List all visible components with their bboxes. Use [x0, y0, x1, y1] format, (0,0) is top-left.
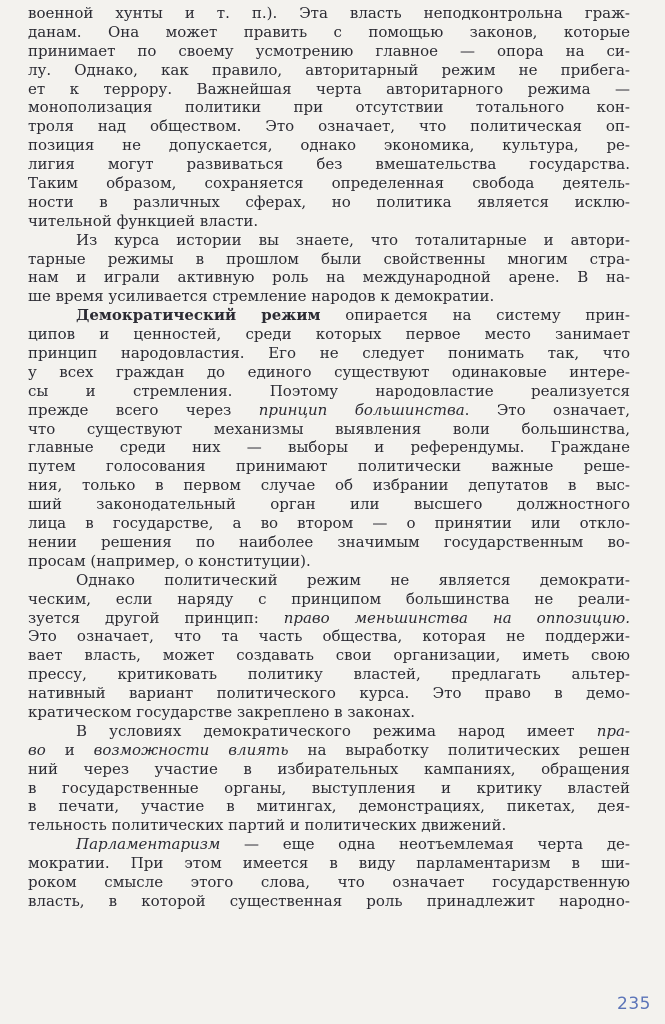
text-run: Это означает, что та часть общества, которая не поддержи-	[28, 627, 630, 646]
text-line	[28, 835, 630, 854]
text-run: позиция не допускается, однако экономика, культура, ре-	[28, 136, 630, 155]
text-line	[28, 590, 630, 609]
text-run: вает власть, может создавать свои организации, иметь свою	[28, 646, 630, 665]
text-run: принцип народовластия. Его не следует понимать так, что	[28, 344, 630, 363]
italic-term: во	[28, 740, 46, 759]
text-line	[28, 98, 630, 117]
text-line	[28, 722, 630, 741]
text-line	[28, 42, 630, 61]
text-run: прежде всего через	[28, 400, 259, 419]
text-run: просам (например, о конституции).	[28, 551, 311, 570]
text-run: путем голосования принимают политически важные реше-	[28, 457, 630, 476]
bold-term: Демократический режим	[76, 306, 321, 325]
text-line	[28, 476, 630, 495]
text-line	[28, 174, 630, 193]
text-line	[28, 401, 630, 420]
text-run: ший законодательный орган или высшего должностного	[28, 495, 630, 514]
text-run: В условиях демократического режима народ имеет	[76, 721, 597, 740]
text-line	[28, 741, 630, 760]
text-run: . Это означает,	[464, 400, 630, 419]
text-run: нении решения по наиболее значимым государственным во-	[28, 532, 630, 551]
text-run: лигия могут развиваться без вмешательства государства.	[28, 155, 630, 174]
text-run: на выработку политических решен	[288, 740, 630, 759]
text-line	[28, 80, 630, 99]
text-line	[28, 571, 630, 590]
text-line	[28, 854, 630, 873]
text-line	[28, 627, 630, 646]
text-line	[28, 363, 630, 382]
text-line	[28, 533, 630, 552]
text-run: лица в государстве, а во втором — о принятии или откло-	[28, 514, 630, 533]
text-line	[28, 552, 630, 571]
text-run: ния, только в первом случае об избрании депутатов в выс-	[28, 476, 630, 495]
text-run: — еще одна неотъемлемая черта де-	[220, 835, 630, 854]
text-line	[28, 665, 630, 684]
text-line	[28, 514, 630, 533]
text-run: данам. Она может править с помощью законов, которые	[28, 22, 630, 41]
text-line	[28, 684, 630, 703]
italic-term: возможности влиять	[93, 740, 289, 759]
text-line	[28, 325, 630, 344]
text-line	[28, 646, 630, 665]
text-line	[28, 250, 630, 269]
text-line	[28, 609, 630, 628]
text-line	[28, 306, 630, 325]
italic-term: Парламентаризм	[76, 835, 221, 854]
text-line	[28, 136, 630, 155]
text-run: ческим, если наряду с принципом большинства не реали-	[28, 589, 630, 608]
text-line	[28, 117, 630, 136]
text-line	[28, 287, 630, 306]
text-line	[28, 420, 630, 439]
text-run: что существуют механизмы выявления воли большинства,	[28, 419, 630, 438]
text-run: ности в различных сферах, но политика является исклю-	[28, 192, 630, 211]
text-run: власть, в которой существенная роль принадлежит народно-	[28, 891, 630, 910]
text-run: троля над обществом. Это означает, что политическая оп-	[28, 117, 630, 136]
text-line	[28, 495, 630, 514]
text-run: мократии. При этом имеется в виду парламентаризм в ши-	[28, 854, 630, 873]
text-line	[28, 873, 630, 892]
text-line	[28, 760, 630, 779]
text-run: нам и играли активную роль на международной арене. В на-	[28, 268, 630, 287]
text-run: прессу, критиковать политику властей, предлагать альтер-	[28, 665, 630, 684]
text-run: военной хунты и т. п.). Эта власть неподконтрольна граж-	[28, 4, 630, 22]
text-line	[28, 703, 630, 722]
text-line	[28, 438, 630, 457]
text-run: Таким образом, сохраняется определенная свобода деятель-	[28, 174, 630, 193]
text-run: тельность политических партий и политических движений.	[28, 816, 507, 835]
text-run: ше время усиливается стремление народов к демократии.	[28, 287, 495, 306]
text-run: опирается на систему прин-	[320, 306, 630, 325]
text-line	[28, 23, 630, 42]
text-run: главные среди них — выборы и референдумы. Граждане	[28, 438, 630, 457]
text-run: принимает по своему усмотрению главное — опора на си-	[28, 41, 630, 60]
text-line	[28, 212, 630, 231]
italic-term: принцип большинства	[258, 400, 465, 419]
text-line	[28, 797, 630, 816]
text-line	[28, 4, 630, 23]
text-run: нативный вариант политического курса. Это право в демо-	[28, 684, 630, 703]
text-run: кратическом государстве закреплено в законах.	[28, 702, 416, 721]
text-run: роком смысле этого слова, что означает государственную	[28, 872, 630, 891]
text-run: монополизация политики при отсутствии тотального кон-	[28, 98, 630, 117]
text-line	[28, 892, 630, 911]
text-column	[28, 4, 630, 911]
text-line	[28, 382, 630, 401]
text-run: в государственные органы, выступления и критику властей	[28, 778, 630, 797]
text-line	[28, 193, 630, 212]
page-number: 235	[617, 994, 651, 1014]
text-line	[28, 268, 630, 287]
text-line	[28, 457, 630, 476]
text-line	[28, 61, 630, 80]
text-line	[28, 816, 630, 835]
text-line	[28, 155, 630, 174]
text-line	[28, 231, 630, 250]
text-run: ципов и ценностей, среди которых первое место занимает	[28, 325, 630, 344]
text-run: тарные режимы в прошлом были свойственны многим стра-	[28, 249, 630, 268]
text-run: чительной функцией власти.	[28, 211, 259, 230]
text-line	[28, 779, 630, 798]
text-run: ет к террору. Важнейшая черта авторитарного режима —	[28, 79, 630, 98]
text-run: и	[45, 740, 94, 759]
text-run: ний через участие в избирательных кампаниях, обращения	[28, 759, 630, 778]
text-line	[28, 344, 630, 363]
text-run: сы и стремления. Поэтому народовластие реализуется	[28, 381, 630, 400]
italic-term: пра-	[596, 721, 630, 740]
text-run: Однако политический режим не является демократи-	[76, 570, 630, 589]
italic-term: право меньшинства на оппозицию.	[283, 608, 630, 627]
text-run: лу. Однако, как правило, авторитарный режим не прибега-	[28, 60, 630, 79]
text-run: в печати, участие в митингах, демонстрациях, пикетах, дея-	[28, 797, 630, 816]
text-run: Из курса истории вы знаете, что тоталитарные и автори-	[76, 230, 630, 249]
text-run: у всех граждан до единого существуют одинаковые интере-	[28, 362, 630, 381]
text-run: зуется другой принцип:	[28, 608, 284, 627]
